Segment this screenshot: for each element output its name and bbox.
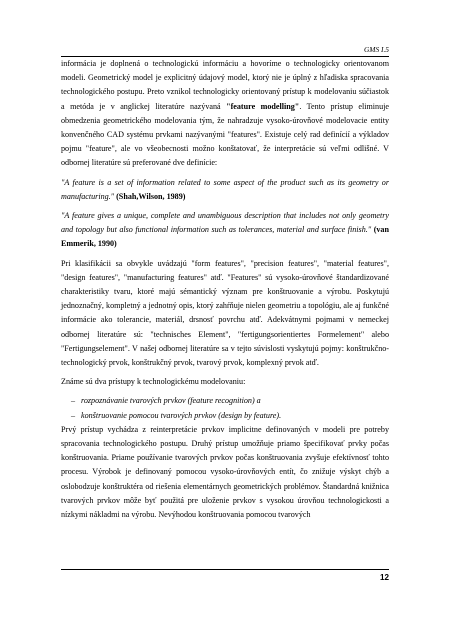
approaches-list [61,394,389,422]
paragraph-text: informácia je doplnená o technologickú informáciu a hovoríme o technologicky orientovanom modeli. Geometrický model je explicitný údajový model, ktorý nie je úplný z hľadiska spracovania technologického postupu. Preto vznikol technologicky orientovaný prístup k modelovaniu súčiastok a metóda je v anglickej literatúre nazývaná [61,59,389,111]
page-number: 12 [379,573,389,582]
quote-text: "A feature gives a unique, complete and unambiguous description that includes not only geometry and topology but also functional information such as tolerances, material and surface finish." [61,211,389,235]
list-item-text: konštruovanie pomocou tvarových prvkov (design by feature). [81,410,282,420]
body-text [61,57,389,522]
paragraph: Pri klasifikácii sa obvykle uvádzajú "form features", "precision features", "material features", "design features", "manufacturing features" atď. "Features" sú vysoko-úrovňové štandardizované charakteristiky tvaru, ktoré majú sémantický význam pre konštruovanie a výrobu. Poskytujú jednoznačný, kompletný a jednotný opis, ktorý zahŕňuje nielen geometriu a topológiu, ale aj funkčné informácie ako tolerancie, materiál, drsnosť povrchu atď. Adekvátnymi pojmami v nemeckej odbornej literatúre sú: "technisches Element", "fertigungsorientiertes Formelement" alebo "Fertigungselement". V našej odbornej literatúre sa v tejto súvislosti vyskytujú pojmy: konštrukčno-technologický prvok, konštrukčný prvok, tvarový prvok, komplexný prvok atď. [61,258,389,368]
paragraph: Známe sú dva prístupy k technologickému modelovaniu: [61,377,246,387]
quote-text: "A feature is a set of information related to some aspect of the product such as its geometry or manufacturing." [61,177,389,201]
running-header: GMS I.5 [363,45,389,54]
paragraph: Prvý prístup vychádza z reinterpretácie prvkov implicitne definovaných v modeli pre potreby spracovania technologického postupu. Druhý prístup umožňuje priamo špecifikovať prvky počas konštruovania. Priame používanie tvarových prvkov počas konštruovania zvyšuje efektívnosť tohto procesu. Výrobok je definovaný pomocou vysoko-úrovňových entít, čo znižuje výskyt chýb a oslobodzuje konštruktéra od riešenia elementárnych geometrických problémov. Štandardná knižnica tvarových prvkov môže byť použitá pre uloženie prvkov s vysokou úrovňou technologickosti a nízkymi nákladmi na výrobu. Nevýhodou konštruovania pomocou tvarových [61,424,389,520]
list-item [71,409,389,423]
footer-rule [61,569,389,570]
quote-citation: (Shah,Wilson, 1989) [114,191,186,201]
definition-quote [61,176,389,204]
list-item-text: rozpoznávanie tvarových prvkov (feature recognition) a [81,396,261,406]
list-item [71,394,389,408]
paragraph [61,57,389,171]
quote-citation: (van Emmerik, 1990) [61,225,389,249]
term-feature-modelling: "feature modelling" [226,101,300,111]
list-marker: – [71,396,76,406]
definition-quote [61,209,389,252]
paragraph-text: . Tento prístup eliminuje obmedzenia geometrického modelovania tým, že nahradzuje vysoko-úrovňové modelovacie entity konvenčného CAD systému prvkami nazývanými "features". Existuje celý rad definícií a výkladov pojmu "feature", ale vo všeobecnosti možno konštatovať, že interpretácie sú veľmi odlišné. V odbornej literatúre sú preferované dve definície: [61,101,389,168]
list-marker: – [71,410,76,420]
